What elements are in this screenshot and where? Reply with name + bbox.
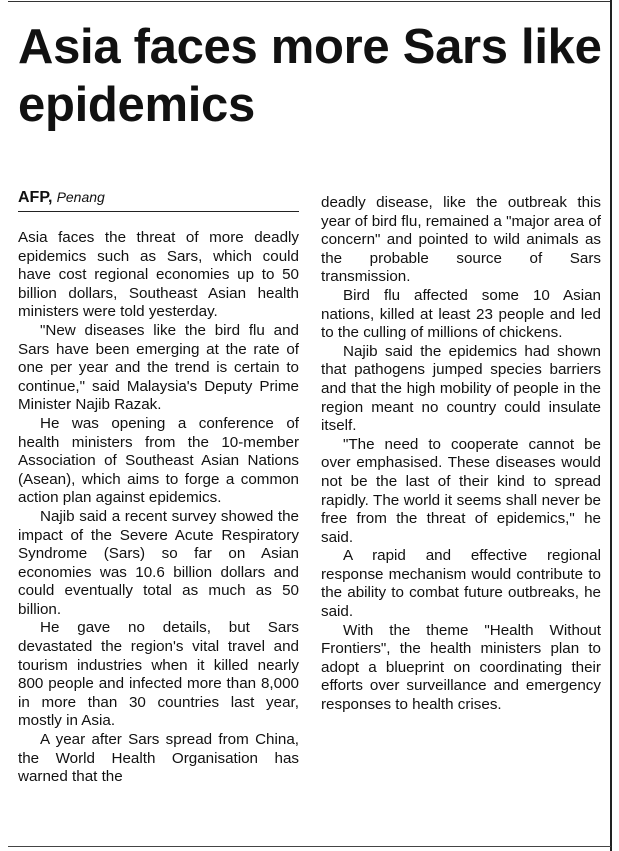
paragraph: deadly disease, like the outbreak this year of bird flu, remained a "major area of concern" and pointed to wild animals as the probable source of Sars transmission. bbox=[321, 194, 601, 286]
bottom-border-rule bbox=[8, 846, 611, 847]
paragraph: Najib said the epidemics had shown that pathogens jumped species barriers and that the high mobility of people in the region meant no country could insulate itself. bbox=[321, 342, 601, 435]
right-border-rule bbox=[610, 0, 612, 851]
paragraph: He was opening a conference of health ministers from the 10-member Association of Southeast Asian Nations (Asean), which aims to forge a common action plan against epidemics. bbox=[18, 414, 299, 507]
byline-agency: AFP, bbox=[18, 189, 53, 206]
paragraph: "New diseases like the bird flu and Sars have been emerging at the rate of one per year and the trend is certain to continue," said Malaysia's Deputy Prime Minister Najib Razak. bbox=[18, 321, 299, 414]
paragraph: A year after Sars spread from China, the World Health Organisation has warned that the bbox=[18, 731, 299, 786]
article-headline: Asia faces more Sars like epidemics bbox=[18, 20, 602, 132]
article-column-right bbox=[321, 194, 601, 715]
byline bbox=[18, 187, 298, 208]
paragraph: Najib said a recent survey showed the impact of the Severe Acute Respiratory Syndrome (Sars) so far on Asian economies was 10.6 billion dollars and could eventually total as much as 50 billion. bbox=[18, 507, 299, 618]
paragraph: With the theme "Health Without Frontiers", the health ministers plan to adopt a blueprint on coordinating their efforts over surveillance and emergency responses to health crises. bbox=[321, 621, 601, 714]
paragraph: Asia faces the threat of more deadly epidemics such as Sars, which could have cost regional economies up to 50 billion dollars, Southeast Asian health ministers were told yesterday. bbox=[18, 229, 299, 321]
byline-divider bbox=[18, 211, 299, 212]
byline-place: Penang bbox=[56, 189, 105, 205]
top-border-rule bbox=[8, 1, 611, 2]
paragraph: Bird flu affected some 10 Asian nations, killed at least 23 people and led to the culling of millions of chickens. bbox=[321, 286, 601, 342]
paragraph: He gave no details, but Sars devastated the region's vital travel and tourism industries when it killed nearly 800 people and infected more than 8,000 in more than 30 countries last year, mostly in Asia. bbox=[18, 619, 299, 730]
paragraph: "The need to cooperate cannot be over emphasised. These diseases would not be the last of their kind to spread rapidly. The world it seems shall never be free from the threat of epidemics," he said. bbox=[321, 435, 601, 546]
paragraph: A rapid and effective regional response mechanism would contribute to the ability to combat future outbreaks, he said. bbox=[321, 547, 601, 621]
article-column-left bbox=[18, 229, 299, 787]
